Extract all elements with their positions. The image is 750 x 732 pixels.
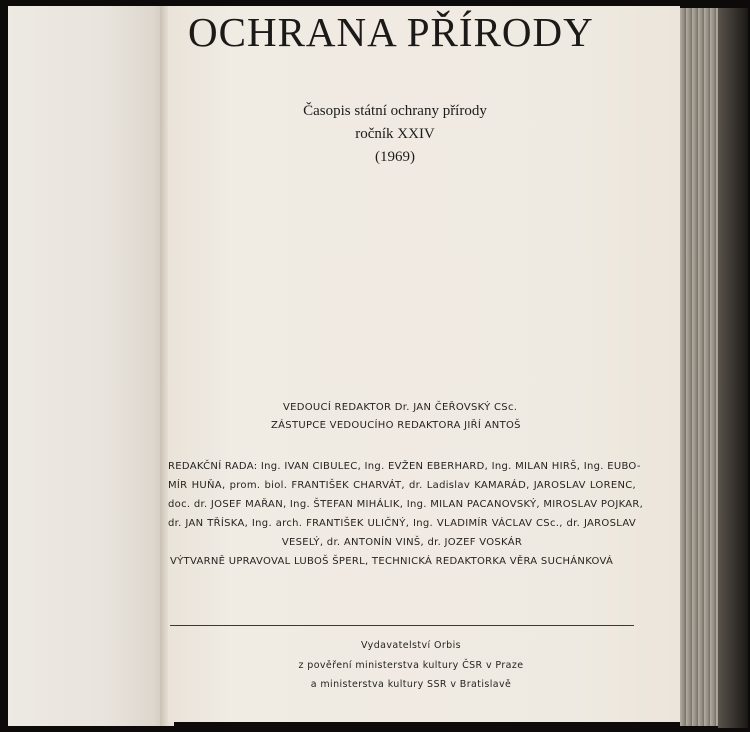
board-line: MÍR HUŇA, prom. biol. FRANTIŠEK CHARVÁT, dr. Ladislav KAMARÁD, JAROSLAV LORENC,	[168, 480, 636, 491]
journal-title: OCHRANA PŘÍRODY	[188, 9, 594, 55]
board-line: VESELÝ, dr. ANTONÍN VINŠ, dr. JOZEF VOSKÁR	[281, 537, 523, 548]
board-line: REDAKČNÍ RADA: Ing. IVAN CIBULEC, Ing. EVŽEN EBERHARD, Ing. MILAN HIRŠ, Ing. EUBO-	[168, 461, 641, 472]
subtitle-line1: Časopis státní ochrany přírody	[303, 103, 487, 119]
book-cover-edge	[718, 8, 748, 728]
deputy-editor: ZÁSTUPCE VEDOUCÍHO REDAKTORA JIŘÍ ANTOŠ	[271, 420, 521, 431]
subtitle-volume: ročník XXIV	[355, 126, 435, 142]
subtitle-year: (1969)	[375, 149, 415, 165]
chief-editor: VEDOUCÍ REDAKTOR Dr. JAN ČEŘOVSKÝ CSc.	[283, 402, 518, 413]
publisher-line3: a ministerstva kultury SSR v Bratislavě	[310, 679, 512, 690]
divider-rule	[170, 625, 634, 626]
left-page	[8, 6, 166, 726]
board-line: dr. JAN TŘÍSKA, Ing. arch. FRANTIŠEK ULIČNÝ, Ing. VLADIMÍR VÁCLAV CSc., dr. JAROSLAV	[168, 518, 636, 529]
design-credit: VÝTVARNĚ UPRAVOVAL LUBOŠ ŠPERL, TECHNICKÁ REDAKTORKA VĚRA SUCHÁNKOVÁ	[170, 556, 614, 567]
board-line: doc. dr. JOSEF MAŘAN, Ing. ŠTEFAN MIHÁLIK, Ing. MILAN PACANOVSKÝ, MIROSLAV POJKAR,	[168, 499, 644, 510]
editorial-board	[168, 457, 644, 552]
publisher-line2: z pověření ministerstva kultury ČSR v Praze	[298, 660, 524, 671]
publisher-name: Vydavatelství Orbis	[361, 640, 461, 651]
